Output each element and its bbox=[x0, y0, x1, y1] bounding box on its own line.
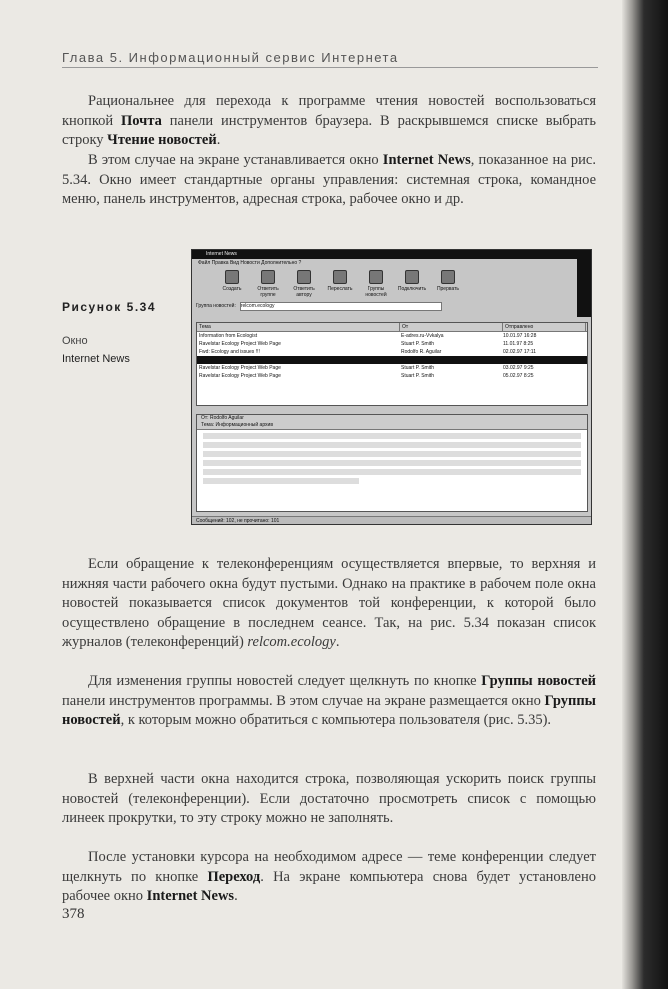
message-row: Ravelstar Ecology Project Web Page Stuart P. Smith 05.02.97 8:25 bbox=[199, 373, 534, 379]
toolbar-button: Группы новостей bbox=[358, 267, 394, 301]
toolbar-button: Прервать bbox=[430, 267, 466, 301]
paragraph-1: Рациональнее для перехода к программе чтения новостей воспользоваться кнопкой Почта панели инструментов браузера. В раскрывшемся списке выбрать строку Чтение новостей. bbox=[62, 93, 596, 148]
toolbar-icon bbox=[297, 270, 311, 284]
toolbar-button: Создать bbox=[214, 267, 250, 301]
screenshot-menu-bar: Файл Правка Вид Новости Дополнительно ? bbox=[198, 260, 302, 266]
message-row: Ravelstar Ecology Project Web Page Stuart P. Smith 11.01.97 8:25 bbox=[199, 341, 534, 347]
screenshot-address-field: relcom.ecology bbox=[240, 302, 442, 311]
paragraph-6: После установки курсора на необходимом адресе — теме конференции следует щелкнуть по кнопке Переход. На экране компьютера снова будет установлено рабочее окно Internet News. bbox=[62, 849, 596, 904]
toolbar-icon bbox=[261, 270, 275, 284]
figure-caption-line-2: Internet News bbox=[62, 353, 130, 365]
message-list-header: Тема От Отправлено bbox=[197, 323, 587, 332]
internet-news-screenshot bbox=[191, 249, 592, 525]
message-row: Ravelstar Ecology Project Web Page Stuart P. Smith 03.02.97 9:25 bbox=[199, 365, 534, 371]
toolbar-icon bbox=[369, 270, 383, 284]
screenshot-address-bar: Группа новостей: relcom.ecology bbox=[192, 301, 591, 311]
toolbar-button: Ответить автору bbox=[286, 267, 322, 301]
screenshot-logo-area bbox=[577, 259, 591, 317]
toolbar-icon bbox=[441, 270, 455, 284]
toolbar-icon bbox=[333, 270, 347, 284]
paragraph-2: В этом случае на экране устанавливается окно Internet News, показанное на рис. 5.34. Окно имеет стандартные органы управления: системная строка, командное меню, панель инструментов, адресная строка, рабочее окно и др. bbox=[62, 152, 596, 207]
running-header: Глава 5. Информационный сервис Интернета bbox=[62, 50, 598, 68]
paragraph-5: В верхней части окна находится строка, позволяющая ускорить поиск группы новостей (телеконференции). Если достаточно просмотреть список с помощью линеек прокрутки, то эту строку можно не заполнять. bbox=[62, 771, 596, 826]
paragraph-4: Для изменения группы новостей следует щелкнуть по кнопке Группы новостей панели инструментов программы. В этом случае на экране размещается окно Группы новостей, к которым можно обратиться с компьютера пользователя (рис. 5.35). bbox=[62, 673, 596, 728]
screenshot-message-list bbox=[196, 322, 588, 406]
message-row-selected bbox=[197, 356, 587, 364]
paragraph-3: Если обращение к телеконференциям осуществляется впервые, то верхняя и нижняя части рабочего окна будут пустыми. Однако на практике в рабочем поле окна новостей показывается список документов той конференции, к которой было осуществлено обращение в последнем сеансе. Так, на рис. 5.34 показан список журналов (телеконференций) relcom.ecology. bbox=[62, 556, 596, 650]
figure-label: Рисунок 5.34 bbox=[62, 300, 157, 314]
toolbar-button: Подключить bbox=[394, 267, 430, 301]
message-row: Information from Ecologist E-adres.ru-Vvkalya 10.01.97 16:28 bbox=[199, 333, 537, 339]
figure-caption-line-1: Окно bbox=[62, 335, 88, 347]
screenshot-preview-pane bbox=[196, 414, 588, 512]
message-row: Fwd: Ecology and issues !!! Rodolfo R. Aguilar 02.02.97 17:11 bbox=[199, 349, 536, 355]
screenshot-toolbar bbox=[192, 267, 591, 301]
toolbar-icon bbox=[225, 270, 239, 284]
toolbar-icon bbox=[405, 270, 419, 284]
preview-header: От: Rodolfo Aguilar Тема: Информационный архив bbox=[197, 415, 587, 430]
figure-caption bbox=[62, 332, 172, 368]
screenshot-title-bar: Internet News bbox=[192, 250, 591, 259]
screenshot-status-bar: Сообщений: 102, не прочитано: 101 bbox=[192, 516, 591, 524]
toolbar-button: Переслать bbox=[322, 267, 358, 301]
page-fold-shadow bbox=[622, 0, 668, 989]
toolbar-button: Ответить группе bbox=[250, 267, 286, 301]
page-number: 378 bbox=[62, 906, 85, 922]
